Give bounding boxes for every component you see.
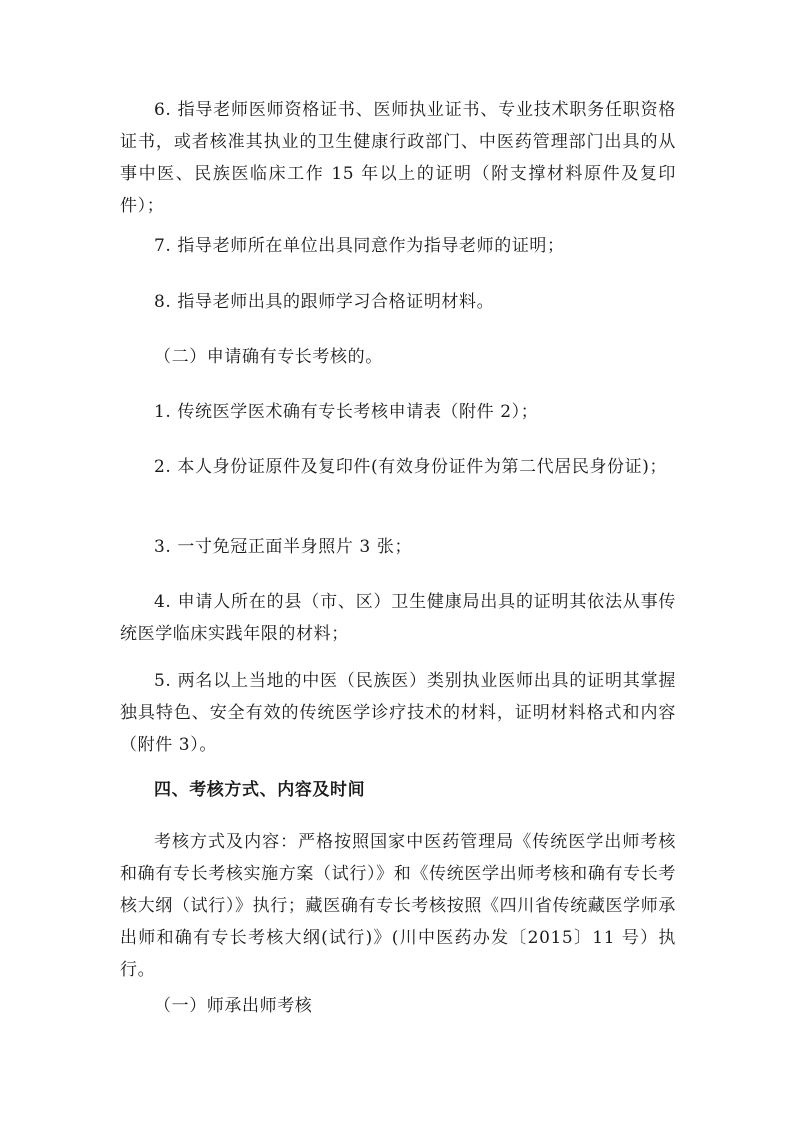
subsection-heading-1: （一）师承出师考核 — [154, 996, 313, 1016]
section-heading-4: 四、考核方式、内容及时间 — [154, 780, 366, 800]
subsection-heading-2: （二）申请确有专长考核的。 — [154, 347, 383, 367]
paragraph-item-2: 2. 本人身份证原件及复印件(有效身份证件为第二代居民身份证)； — [154, 457, 668, 477]
paragraph-item-1: 1. 传统医学医术确有专长考核申请表（附件 2）； — [154, 402, 539, 422]
paragraph-item-8: 8. 指导老师出具的跟师学习合格证明材料。 — [154, 292, 495, 312]
paragraph-item-7: 7. 指导老师所在单位出具同意作为指导老师的证明； — [154, 236, 565, 256]
paragraph-assessment-method: 考核方式及内容：严格按照国家中医药管理局《传统医学出师考核和确有专长考核实施方案（试行）》和《传统医学出师考核和确有专长考核大纲（试行）》执行；藏医确有专长考核按照《四川省传统藏医学师承出师和确有专长考核大纲(试行)》(川中医药办发〔2015〕11 号）执行。 — [120, 832, 676, 980]
paragraph-item-4: 4. 申请人所在的县（市、区）卫生健康局出具的证明其依法从事传统医学临床实践年限的材料； — [120, 592, 676, 644]
paragraph-item-3: 3. 一寸免冠正面半身照片 3 张； — [154, 537, 413, 557]
paragraph-item-5: 5. 两名以上当地的中医（民族医）类别执业医师出具的证明其掌握独具特色、安全有效的传统医学诊疗技术的材料，证明材料格式和内容（附件 3）。 — [120, 671, 676, 755]
paragraph-item-6: 6. 指导老师医师资格证书、医师执业证书、专业技术职务任职资格证书，或者核准其执业的卫生健康行政部门、中医药管理部门出具的从事中医、民族医临床工作 15 年以上的证明（附支撑材料原件及复印件）； — [120, 100, 676, 216]
